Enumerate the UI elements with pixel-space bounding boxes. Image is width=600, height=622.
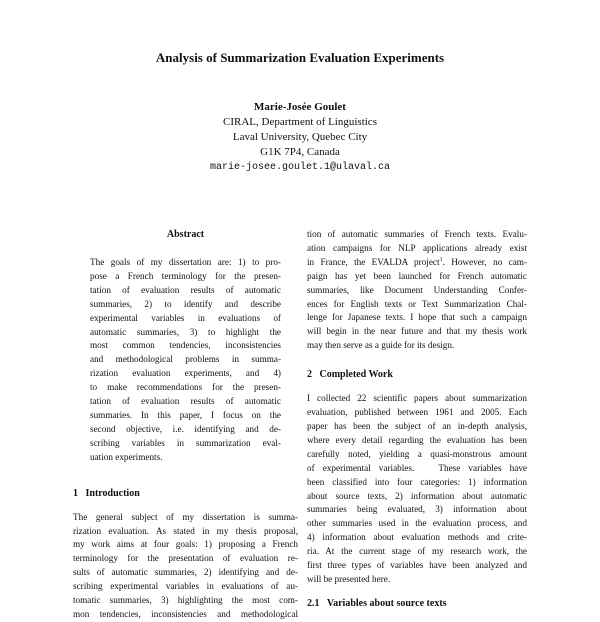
author-block <box>0 100 600 175</box>
evalda-tail: . However, no cam- <box>442 256 527 267</box>
body-line: mon tendencies, inconsistencies and methodological <box>73 608 298 619</box>
abstract-body <box>73 256 298 465</box>
abstract-line: rization evaluation experiments, and 4) <box>90 368 281 379</box>
body-line: lenge for Japanese texts. I hope that such a campaign <box>307 312 527 323</box>
author-email: marie-josee.goulet.1@ulaval.ca <box>209 162 391 173</box>
body-line: been classified into four categories: 1) information <box>307 476 527 487</box>
author-postal: G1K 7P4, Canada <box>260 146 340 158</box>
body-line: terminology for the presentation of evaluation re- <box>73 553 298 564</box>
footnote-mark[interactable]: 1 <box>439 256 443 263</box>
introduction-paragraph <box>73 511 298 622</box>
body-line: summaries being evaluated, 3) information about <box>307 504 527 515</box>
section-heading-introduction: 1 Introduction <box>73 487 140 499</box>
abstract-line: summaries. In this paper, I focus on the <box>90 409 281 420</box>
abstract-line: and methodological problems in summa- <box>90 354 281 365</box>
body-line: scribing experimental variables in evaluations of au- <box>73 581 298 592</box>
section-heading-completed-work: 2 Completed Work <box>307 369 393 381</box>
body-line: 4) information about evaluation methods and crite- <box>307 532 527 543</box>
abstract-line: most common tendencies, inconsistencies <box>90 340 281 351</box>
author-name: Marie-Josée Goulet <box>254 101 346 113</box>
body-line: will be presented here. <box>307 573 391 584</box>
body-line: ences for English texts or Text Summarization Chal- <box>307 298 527 309</box>
body-line: will begin in the near future and that my thesis work <box>307 326 527 337</box>
intro-continuation <box>307 228 527 353</box>
body-line: The general subject of my dissertation is summa- <box>73 511 298 522</box>
body-line: other summaries used in the evaluation process, and <box>307 518 527 529</box>
body-line: carefully noted, yielding a quasi-monstrous amount <box>307 448 527 459</box>
abstract-line: summaries, 2) to identify and describe <box>90 298 281 309</box>
body-line-with-footnote <box>307 256 527 270</box>
body-line: paign has yet been launched for French automatic <box>307 270 527 281</box>
completed-work-paragraph <box>307 392 527 587</box>
body-line: rization evaluation. As stated in my thesis proposal, <box>73 525 298 536</box>
paper-title: Analysis of Summarization Evaluation Experiments <box>155 50 445 65</box>
body-line: tion of automatic summaries of French texts. Evalu- <box>307 229 527 239</box>
author-university: Laval University, Quebec City <box>232 131 368 143</box>
body-line: I collected 22 scientific papers about summarization <box>307 393 527 404</box>
body-line: my work aims at four goals: 1) proposing a French <box>73 539 298 550</box>
right-column <box>307 228 527 611</box>
evalda-text: in France, the EVALDA project <box>307 256 440 267</box>
abstract-line: uation experiments. <box>90 451 163 462</box>
abstract-line: tation of evaluation results of automatic <box>90 396 281 407</box>
abstract-line: to make recommendations for the presen- <box>90 382 281 393</box>
body-line: evaluation, published between 1961 and 2005. Each <box>307 407 527 418</box>
abstract-line: pose a French terminology for the presen- <box>90 270 281 281</box>
abstract-line: tation of evaluation results of automatic <box>90 284 281 295</box>
body-line: ria. At the current stage of my research work, the <box>307 546 527 557</box>
abstract-line: second objective, i.e. identifying and de- <box>90 423 281 434</box>
body-line: tomatic summaries, 3) highlighting the most com- <box>73 595 298 606</box>
body-line: where every detail regarding the evaluation has been <box>307 434 527 445</box>
abstract-line: The goals of my dissertation are: 1) to pro- <box>90 257 281 267</box>
abstract-line: automatic summaries, 3) to highlight the <box>90 326 281 337</box>
left-column <box>73 228 298 622</box>
abstract-heading: Abstract <box>166 229 205 240</box>
abstract-line: scribing variables in summarization eval- <box>90 437 281 448</box>
body-line: summaries, like Document Understanding Confer- <box>307 284 527 295</box>
body-line: about source texts, 2) information about automatic <box>307 490 527 501</box>
author-affiliation: CIRAL, Department of Linguistics <box>223 116 377 128</box>
body-line: may then serve as a guide for its design. <box>307 340 455 351</box>
abstract-line: experimental variables in evaluations of <box>90 312 281 323</box>
body-line: first three types of variables have been analyzed and <box>307 560 527 571</box>
subsection-heading-source-texts: 2.1 Variables about source texts <box>307 597 447 609</box>
body-line: of experimental variables. These variables have <box>307 462 527 473</box>
body-line: ation campaigns for NLP applications already exist <box>307 242 527 253</box>
body-line: sults of automatic summaries, 2) identifying and de- <box>73 567 298 578</box>
body-line: paper has been the subject of an in-depth analysis, <box>307 420 527 431</box>
